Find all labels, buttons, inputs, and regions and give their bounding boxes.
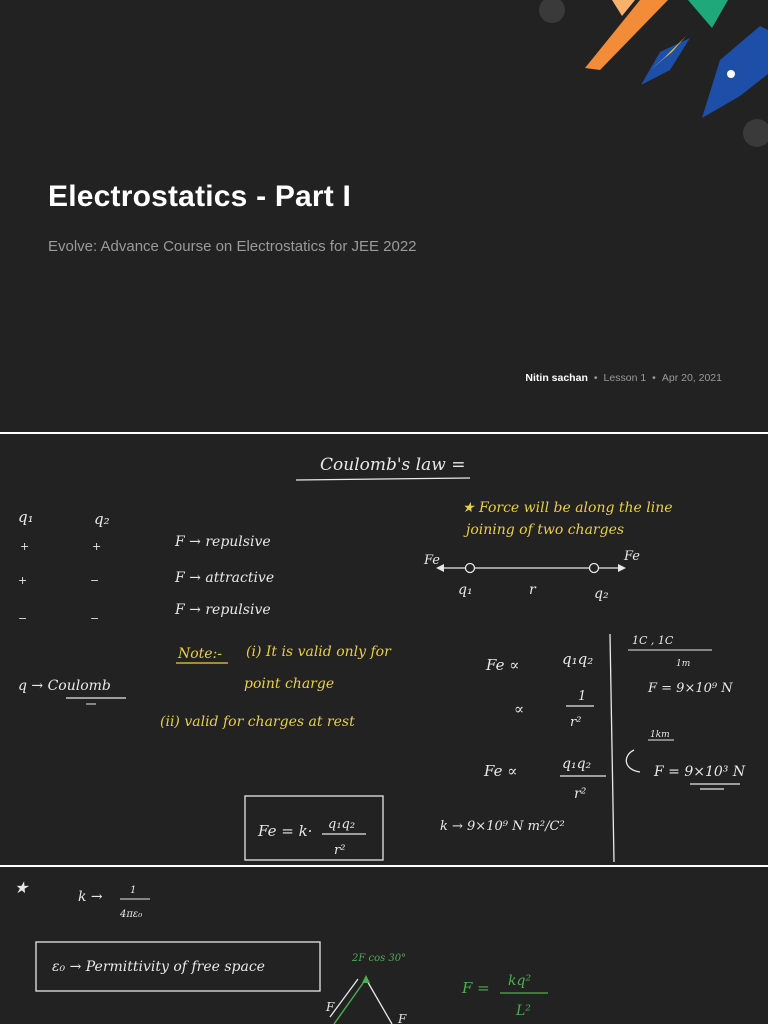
side-dist2: 1km [650,730,670,740]
coulombs-law-heading: Coulomb's law = [320,455,466,475]
prop-3-left: Fe ∝ [484,762,518,780]
decorative-shapes-icon [0,0,768,432]
author-name: Nitin sachan [525,372,588,384]
prop-2-den: r² [570,715,582,730]
prop-1-right: q₁q₂ [562,650,594,668]
handwritten-notes-canvas [0,434,768,865]
prop-2-num: 1 [578,689,587,704]
q2-label: q₂ [94,510,110,528]
star-mark: ★ [14,878,29,897]
force-left: F [326,1000,335,1014]
boxed-formula-num: q₁q₂ [328,817,356,832]
case-3-result: F → repulsive [175,602,271,618]
force-note-line2: joining of two charges [466,522,625,538]
note-1b: point charge [244,676,335,692]
diagram-q1: q₁ [458,582,473,598]
case-1-q1: + [20,540,30,553]
diagram-q2: q₂ [594,586,609,602]
title-slide [0,0,768,432]
note-label: Note:- [178,646,223,662]
angle-label: 2F cos 30° [352,953,407,964]
force-vector-diagram [325,975,407,1024]
force-right-label: Fe [624,549,641,564]
force-right: F [398,1012,407,1024]
k-expression-left: k → [78,889,103,905]
lesson-date: Apr 20, 2021 [661,372,722,384]
lesson-number: Lesson 1 [603,372,647,384]
prop-3-den: r² [574,786,587,802]
prop-3-num: q₁q₂ [562,756,592,772]
k-expression-den: 4πε₀ [120,909,143,920]
k-expression-num: 1 [130,885,137,896]
unit-note: q → Coulomb [18,678,111,694]
side-dist: 1m [676,659,691,669]
notes-slide-permittivity [0,867,768,1024]
case-2-result: F → attractive [175,570,275,586]
case-2-q2: − [90,574,100,587]
prop-2-left: ∝ [514,700,525,718]
note-2: (ii) valid for charges at rest [160,714,355,730]
q1-label: q₁ [18,508,34,526]
notes-slide-coulombs-law [0,434,768,865]
green-formula-den: L² [516,1003,531,1019]
course-subtitle: Evolve: Advance Course on Electrostatics for JEE 2022 [48,238,417,255]
two-charge-diagram [423,549,640,602]
boxed-formula-den: r² [334,843,346,858]
force-left-label: Fe [424,553,441,568]
lesson-title: Electrostatics - Part I [48,180,352,213]
green-formula-num: kq² [508,973,532,989]
green-formula-left: F = [462,979,490,997]
force-note-line1: ★ Force will be along the line [462,500,673,516]
case-3-q2: − [90,612,100,625]
note-1a: (i) It is valid only for [246,644,391,660]
side-force2: F = 9×10³ N [654,764,746,780]
k-value: k → 9×10⁹ N m²/C² [440,819,565,834]
case-1-result: F → repulsive [175,534,271,550]
case-2-q1: + [18,574,28,587]
case-1-q2: + [92,540,102,553]
boxed-formula-left: Fe = k· [258,822,313,840]
side-top: 1C , 1C [632,634,674,647]
diagram-r: r [529,582,536,598]
side-force: F = 9×10⁹ N [648,681,733,696]
prop-1-left: Fe ∝ [486,656,520,674]
case-3-q1: − [18,612,28,625]
lesson-meta: Nitin sachan • Lesson 1 • Apr 20, 2021 [525,372,722,384]
permittivity-note: ε₀ → Permittivity of free space [52,959,265,975]
handwritten-notes-canvas-2 [0,867,768,1024]
